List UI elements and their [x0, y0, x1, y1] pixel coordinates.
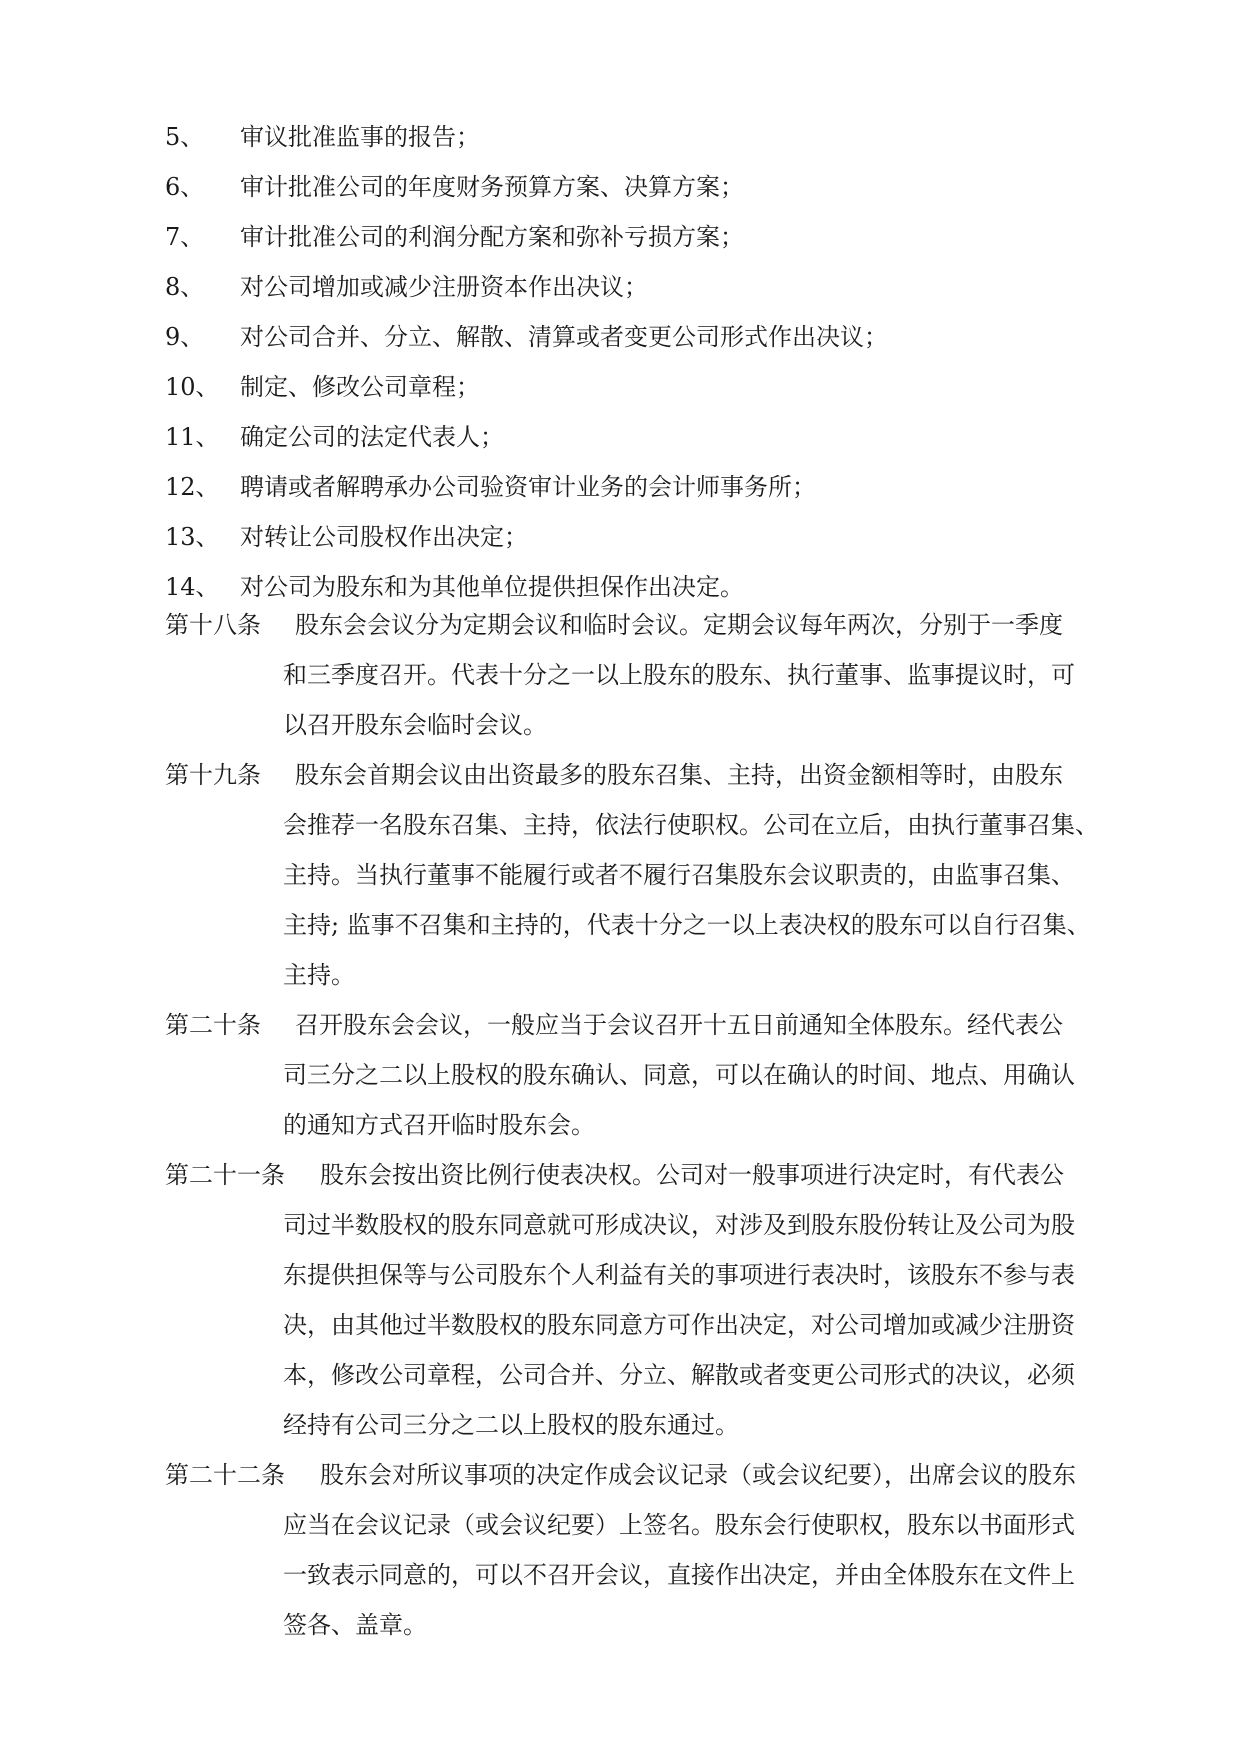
list-item-text: 审计批准公司的年度财务预算方案、决算方案；	[240, 173, 744, 201]
list-item-text: 聘请或者解聘承办公司验资审计业务的会计师事务所；	[240, 473, 816, 501]
list-item	[165, 312, 1105, 362]
list-item-number: 14、	[165, 573, 220, 601]
list-item	[165, 412, 1105, 462]
list-item-number: 8、	[165, 273, 205, 301]
article-text-line: 司三分之二以上股权的股东确认、同意，可以在确认的时间、地点、用确认	[283, 1061, 1075, 1089]
list-item-number: 12、	[165, 473, 220, 501]
article-label: 第十九条	[165, 761, 261, 789]
article-text-line: 东提供担保等与公司股东个人利益有关的事项进行表决时，该股东不参与表	[283, 1261, 1075, 1289]
list-item-text: 制定、修改公司章程；	[240, 373, 480, 401]
article-label: 第二十一条	[165, 1161, 285, 1189]
article-text-line: 主持; 监事不召集和主持的，代表十分之一以上表决权的股东可以自行召集、	[283, 911, 1091, 939]
list-item-text: 确定公司的法定代表人；	[240, 423, 504, 451]
article-paragraph	[165, 1150, 1105, 1450]
article-text-line: 主持。	[283, 961, 355, 989]
article-paragraph	[165, 600, 1105, 750]
article-text-line: 应当在会议记录（或会议纪要）上签名。股东会行使职权，股东以书面形式	[283, 1511, 1075, 1539]
article-text-line: 司过半数股权的股东同意就可形成决议，对涉及到股东股份转让及公司为股	[283, 1211, 1075, 1239]
list-item-text: 对公司为股东和为其他单位提供担保作出决定。	[240, 573, 744, 601]
list-item-text: 对公司合并、分立、解散、清算或者变更公司形式作出决议；	[240, 323, 888, 351]
article-text-line: 经持有公司三分之二以上股权的股东通过。	[283, 1411, 739, 1439]
list-item	[165, 362, 1105, 412]
list-item	[165, 512, 1105, 562]
article-text-line: 召开股东会会议，一般应当于会议召开十五日前通知全体股东。经代表公	[295, 1011, 1063, 1039]
list-item-number: 9、	[165, 323, 205, 351]
numbered-list	[165, 112, 1105, 612]
list-item-number: 13、	[165, 523, 220, 551]
list-item-number: 11、	[165, 423, 220, 451]
list-item-text: 审计批准公司的利润分配方案和弥补亏损方案；	[240, 223, 744, 251]
article-text-line: 股东会会议分为定期会议和临时会议。定期会议每年两次，分别于一季度	[295, 611, 1063, 639]
list-item-number: 5、	[165, 123, 205, 151]
list-item	[165, 112, 1105, 162]
article-paragraph	[165, 750, 1105, 1000]
list-item-text: 对公司增加或减少注册资本作出决议；	[240, 273, 648, 301]
article-text-line: 本，修改公司章程，公司合并、分立、解散或者变更公司形式的决议，必须	[283, 1361, 1075, 1389]
article-text-line: 决，由其他过半数股权的股东同意方可作出决定，对公司增加或减少注册资	[283, 1311, 1075, 1339]
list-item-number: 7、	[165, 223, 205, 251]
list-item-number: 6、	[165, 173, 205, 201]
article-text-line: 一致表示同意的，可以不召开会议，直接作出决定，并由全体股东在文件上	[283, 1561, 1075, 1589]
articles-section	[165, 600, 1105, 1650]
article-text-line: 的通知方式召开临时股东会。	[283, 1111, 595, 1139]
article-text-line: 股东会按出资比例行使表决权。公司对一般事项进行决定时，有代表公	[320, 1161, 1064, 1189]
list-item	[165, 212, 1105, 262]
list-item-text: 对转让公司股权作出决定；	[240, 523, 528, 551]
article-label: 第二十二条	[165, 1461, 285, 1489]
article-label: 第二十条	[165, 1011, 261, 1039]
article-text-line: 会推荐一名股东召集、主持，依法行使职权。公司在立后，由执行董事召集、	[283, 811, 1099, 839]
article-paragraph	[165, 1450, 1105, 1650]
article-text-line: 和三季度召开。代表十分之一以上股东的股东、执行董事、监事提议时，可	[283, 661, 1075, 689]
list-item-text: 审议批准监事的报告；	[240, 123, 480, 151]
list-item	[165, 462, 1105, 512]
article-paragraph	[165, 1000, 1105, 1150]
list-item-number: 10、	[165, 373, 220, 401]
article-text-line: 股东会对所议事项的决定作成会议记录（或会议纪要），出席会议的股东	[320, 1461, 1076, 1489]
list-item	[165, 262, 1105, 312]
article-text-line: 以召开股东会临时会议。	[283, 711, 547, 739]
article-label: 第十八条	[165, 611, 261, 639]
article-text-line: 签各、盖章。	[283, 1611, 427, 1639]
article-text-line: 股东会首期会议由出资最多的股东召集、主持，出资金额相等时，由股东	[295, 761, 1063, 789]
article-text-line: 主持。当执行董事不能履行或者不履行召集股东会议职责的，由监事召集、	[283, 861, 1075, 889]
list-item	[165, 162, 1105, 212]
